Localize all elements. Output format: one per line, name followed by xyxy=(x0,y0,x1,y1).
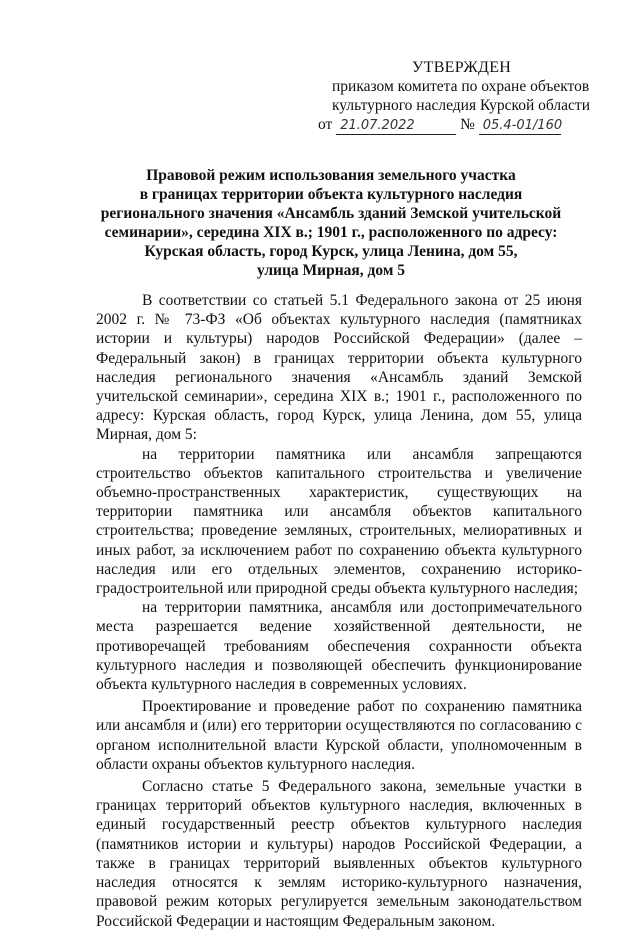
title-line: улица Мирная, дом 5 xyxy=(256,262,406,279)
body-paragraph: Согласно статье 5 Федерального закона, земельные участки в границах территорий объектов культурного наследия, включенных в единый государственный реестр объектов культурного наследия (памятников истории и культуры) народов Российской Федерации, а также в границах территорий выявленных объектов культурного наследия относятся к землям историко-культурного назначения, правовой режим которых регулируется земельным законодательством Российской Федерации и настоящим Федеральным законом. xyxy=(96,778,582,930)
body-paragraph: на территории памятника, ансамбля или достопримечательного места разрешается ведение хозяйственной деятельности, не противоречащей требованиям обеспечения сохранности объекта культурного наследия и позволяющей обеспечить функционирование объекта культурного наследия в современных условиях. xyxy=(96,599,582,694)
body-paragraph: Проектирование и проведение работ по сохранению памятника или ансамбля и (или) его территории осуществляются по согласованию с органом исполнительной власти Курской области, уполномоченным в области охраны объектов культурного наследия. xyxy=(96,698,582,773)
document-body xyxy=(96,288,582,931)
title-line: в границах территории объекта культурного наследия xyxy=(139,186,523,203)
approval-heading: УТВЕРЖДЕН xyxy=(412,59,512,76)
title-line: регионального значения «Ансамбль зданий Земской учительской xyxy=(100,205,562,222)
title-line: Курская область, город Курск, улица Ленина, дом 55, xyxy=(144,243,518,260)
body-paragraph: на территории памятника или ансамбля запрещаются строительство объектов капитального строительства и увеличение объемно-пространственных характеристик, существующих на территории памятника или ансамбля объектов капитального строительства; проведение земляных, строительных, мелиоративных и иных работ, за исключением работ по сохранению объекта культурного наследия или его отдельных элементов, сохранению историко-градостроительной или природной среды объекта культурного наследия; xyxy=(96,445,582,598)
number-label: № xyxy=(460,116,475,133)
approval-date-number-line xyxy=(314,115,614,135)
from-label: от xyxy=(318,116,333,133)
approval-stamp-block xyxy=(314,58,614,135)
title-line: семинарии», середина XIX в.; 1901 г., расположенного по адресу: xyxy=(104,224,558,241)
handwritten-number: 05.4-01/160 xyxy=(479,118,561,135)
approval-line-1: приказом комитета по охране объектов xyxy=(332,78,590,95)
title-line: Правовой режим использования земельного участка xyxy=(146,167,516,184)
document-title xyxy=(96,166,566,280)
approval-line-2: культурного наследия Курской области xyxy=(332,97,590,114)
handwritten-date: 21.07.2022 xyxy=(336,118,456,135)
body-paragraph: В соответствии со статьей 5.1 Федерального закона от 25 июня 2002 г. № 73-ФЗ «Об объектах культурного наследия (памятниках истории и культуры) народов Российской Федерации» (далее – Федеральный закон) в границах территории объекта культурного наследия регионального значения «Ансамбль зданий Земской учительской семинарии», середина XIX в.; 1901 г., расположенного по адресу: Курская область, город Курск, улица Ленина, дом 55, улица Мирная, дом 5: xyxy=(96,292,582,444)
